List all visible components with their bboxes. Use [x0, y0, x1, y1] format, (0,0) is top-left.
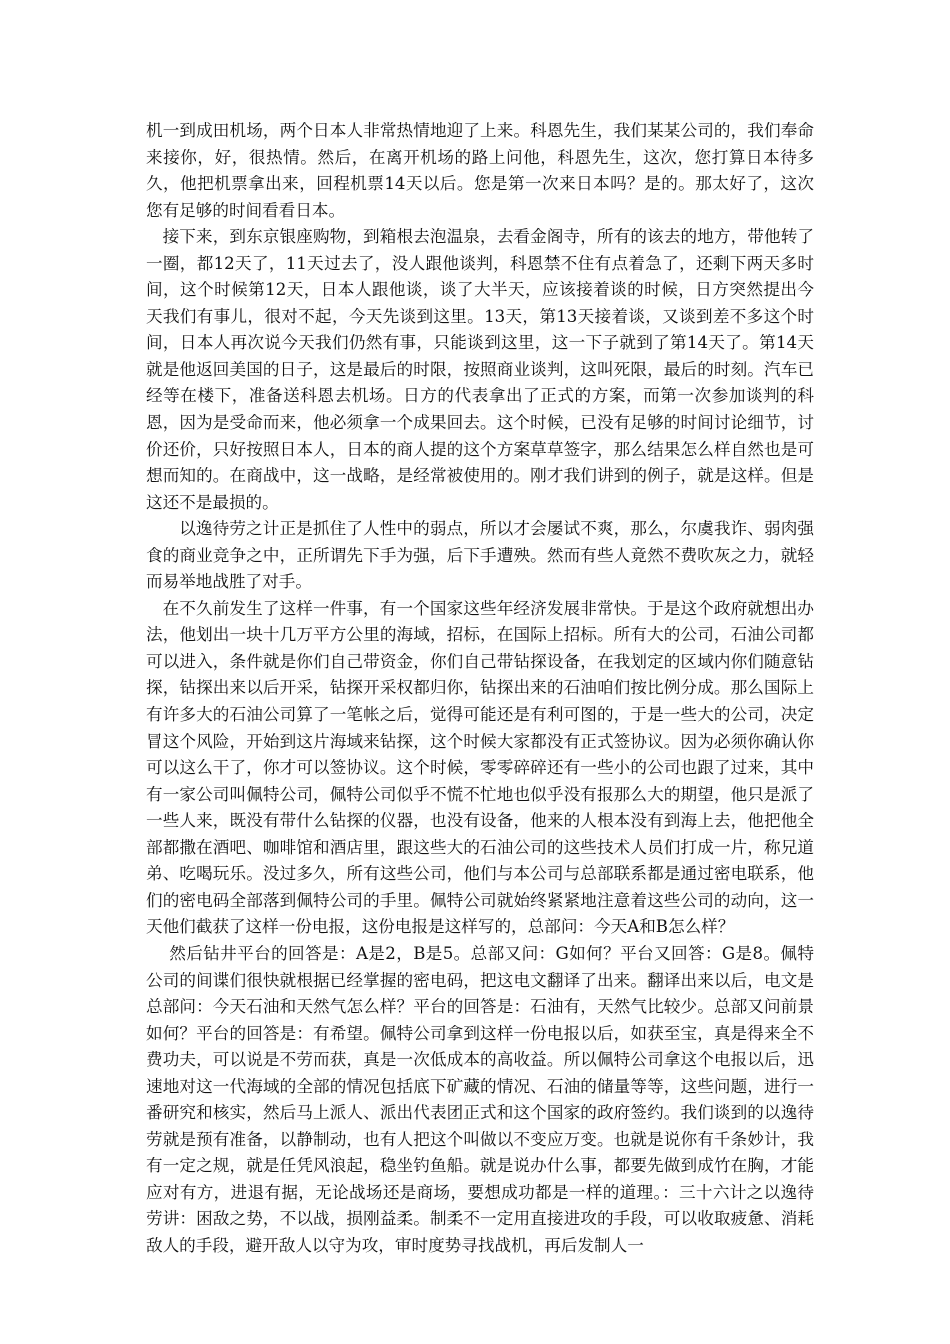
- paragraph-arrival: 机一到成田机场，两个日本人非常热情地迎了上来。科恩先生，我们某某公司的，我们奉命来接你，好，很热情。然后，在离开机场的路上问他，科恩先生，这次，您打算日本待多久，他把机票拿出来，回程机票14天以后。您是第一次来日本吗？是的。那太好了，这次您有足够的时间看看日本。: [146, 121, 814, 220]
- paragraph-telegram: 然后钻井平台的回答是：A是2，B是5。总部又问：G如何？平台又回答：G是8。佩特公司的间谍们很快就根据已经掌握的密电码，把这电文翻译了出来。翻译出来以后，电文是总部问：今天石油和天然气怎么样？平台的回答是：石油有，天然气比较少。总部又问前景如何？平台的回答是：有希望。佩特公司拿到这样一份电报以后，如获至宝，真是得来全不费功夫，可以说是不劳而获，真是一次低成本的高收益。所以佩特公司拿这个电报以后，迅速地对这一代海域的全部的情况包括底下矿藏的情况、石油的储量等等，这些问题，进行一番研究和核实，然后马上派人、派出代表团正式和这个国家的政府签约。我们谈到的以逸待劳就是预有准备，以静制动，也有人把这个叫做以不变应万变。也就是说你有千条妙计，我有一定之规，就是任凭风浪起，稳坐钓鱼船。就是说办什么事，都要先做到成竹在胸，才能应对有方，进退有据，无论战场还是商场，要想成功都是一样的道理。：三十六计之以逸待劳讲：困敌之势，不以战，损刚益柔。制柔不一定用直接进攻的手段，可以收取疲惫、消耗敌人的手段，避开敌人以守为攻，审时度势寻找战机，再后发制人一: [146, 943, 814, 1255]
- paragraph-weakness: 以逸待劳之计正是抓住了人性中的弱点，所以才会屡试不爽，那么，尔虞我诈、弱肉强食的商业竞争之中，正所谓先下手为强，后下手遭殃。然而有些人竟然不费吹灰之力，就轻而易举地战胜了对手。: [146, 519, 814, 592]
- document-body: [146, 118, 814, 1260]
- paragraph-oil-tender: 在不久前发生了这样一件事，有一个国家这些年经济发展非常快。于是这个政府就想出办法，他划出一块十几万平方公里的海域，招标，在国际上招标。所有大的公司，石油公司都可以进入，条件就是你们自己带资金，你们自己带钻探设备，在我划定的区域内你们随意钻探，钻探出来以后开采，钻探开采权都归你，钻探出来的石油咱们按比例分成。那么国际上有许多大的石油公司算了一笔帐之后，觉得可能还是有利可图的，于是一些大的公司，决定冒这个风险，开始到这片海域来钻探，这个时候大家都没有正式签协议。因为必须你确认你可以这么干了，你才可以签协议。这个时候，零零碎碎还有一些小的公司也跟了过来，其中有一家公司叫佩特公司，佩特公司似乎不慌不忙地也似乎没有报那么大的期望，他只是派了一些人来，既没有带什么钻探的仪器，也没有设备，他来的人根本没有到海上去，他把他全部都撒在酒吧、咖啡馆和酒店里，跟这些大的石油公司的这些技术人员们打成一片，称兄道弟、吃喝玩乐。没过多久，所有这些公司，他们与本公司与总部联系都是通过密电联系，他们的密电码全部落到佩特公司的手里。佩特公司就始终紧紧地注意着这些公司的动向，这一天他们截获了这样一份电报，这份电报是这样写的，总部问：今天A和B怎么样？: [146, 598, 814, 937]
- paragraph-negotiation: 接下来，到东京银座购物，到箱根去泡温泉，去看金阁寺，所有的该去的地方，带他转了一圈，都12天了，11天过去了，没人跟他谈判，科恩禁不住有点着急了，还剩下两天多时间，这个时候第12天，日本人跟他谈，谈了大半天，应该接着谈的时候，日方突然提出今天我们有事儿，很对不起，今天先谈到这里。13天，第13天接着谈，又谈到差不多这个时间，日本人再次说今天我们仍然有事，只能谈到这里，这一下子就到了第14天了。第14天就是他返回美国的日子，这是最后的时限，按照商业谈判，这叫死限，最后的时刻。汽车已经等在楼下，准备送科恩去机场。日方的代表拿出了正式的方案，而第一次参加谈判的科恩，因为是受命而来，他必须拿一个成果回去。这个时候，已没有足够的时间讨论细节，讨价还价，只好按照日本人，日本的商人提的这个方案草草签字，那么结果怎么样自然也是可想而知的。在商战中，这一战略，是经常被使用的。刚才我们讲到的例子，就是这样。但是这还不是最损的。: [146, 227, 814, 512]
